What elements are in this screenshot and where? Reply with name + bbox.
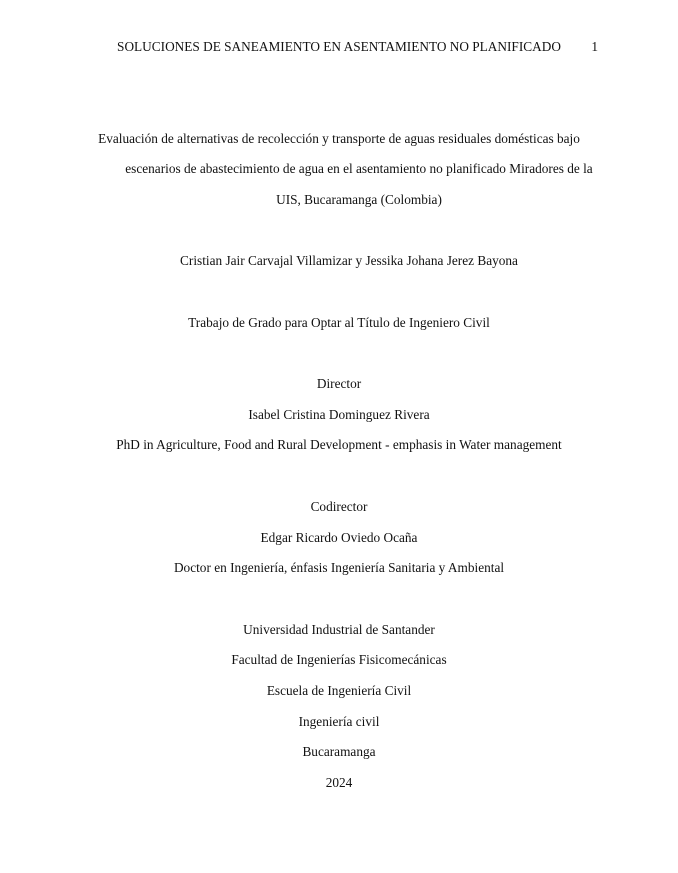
page-number: 1 xyxy=(591,38,598,54)
title-line-3: UIS, Bucaramanga (Colombia) xyxy=(276,191,442,207)
running-head: SOLUCIONES DE SANEAMIENTO EN ASENTAMIENTO NO PLANIFICADO xyxy=(117,38,561,54)
university-name: Universidad Industrial de Santander xyxy=(243,621,435,637)
city-name: Bucaramanga xyxy=(302,744,376,760)
degree-statement: Trabajo de Grado para Optar al Título de Ingeniero Civil xyxy=(188,314,490,330)
title-line-1: Evaluación de alternativas de recolección y transporte de aguas residuales domésticas bajo xyxy=(98,130,580,146)
director-name: Isabel Cristina Dominguez Rivera xyxy=(248,406,430,422)
school-name: Escuela de Ingeniería Civil xyxy=(266,682,412,698)
codirector-credentials: Doctor en Ingeniería, énfasis Ingeniería Sanitaria y Ambiental xyxy=(173,560,505,576)
codirector-name: Edgar Ricardo Oviedo Ocaña xyxy=(260,529,418,545)
authors-line: Cristian Jair Carvajal Villamizar y Jessika Johana Jerez Bayona xyxy=(180,253,518,269)
program-name: Ingeniería civil xyxy=(298,713,380,729)
title-line-2: escenarios de abastecimiento de agua en el asentamiento no planificado Miradores de la xyxy=(125,161,593,177)
director-credentials: PhD in Agriculture, Food and Rural Development - emphasis in Water management xyxy=(116,437,562,453)
blank-line xyxy=(80,216,598,247)
blank-line xyxy=(80,461,598,492)
blank-line xyxy=(80,62,598,93)
codirector-heading: Codirector xyxy=(310,498,368,514)
page-header xyxy=(80,32,598,63)
blank-line xyxy=(80,93,598,124)
faculty-name: Facultad de Ingenierías Fisicomecánicas xyxy=(231,652,447,668)
year: 2024 xyxy=(325,775,353,790)
blank-line xyxy=(80,338,598,369)
document-content xyxy=(80,32,598,799)
blank-line xyxy=(80,277,598,308)
director-heading: Director xyxy=(316,376,362,392)
blank-line xyxy=(80,584,598,615)
